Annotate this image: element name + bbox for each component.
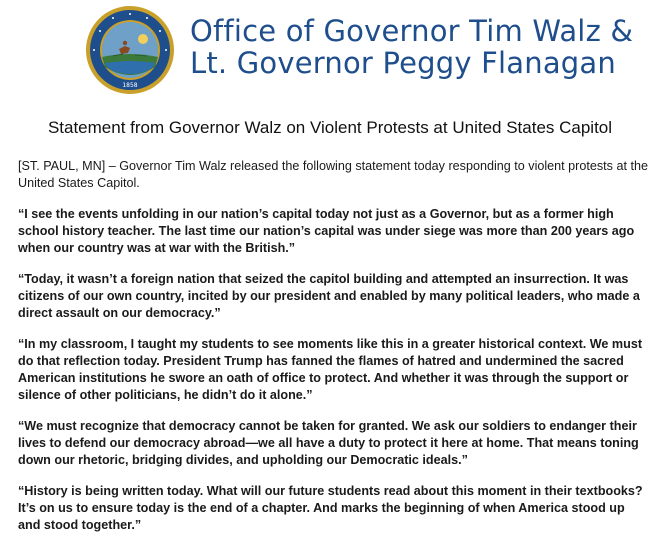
quote-paragraph-4: “We must recognize that democracy cannot be taken for granted. We ask our soldiers to endanger their lives to defend our democracy abroad—we all have a duty to protect it here at home. That means toning down our rhetoric, bridging divides, and upholding our Democratic ideals.” bbox=[18, 419, 639, 467]
quote-paragraph-2: “Today, it wasn’t a foreign nation that seized the capitol building and attempted an insurrection. It was citizens of our own country, incited by our president and enabled by many political leaders, who made a direct assault on our democracy.” bbox=[18, 272, 640, 320]
seal-year: 1858 bbox=[122, 82, 138, 89]
quote-paragraph-1: “I see the events unfolding in our nation’s capital today not just as a Governor, but as a former high school history teacher. The last time our nation’s capital was under siege was more than 200 years ago when our country was at war with the British.” bbox=[18, 207, 635, 255]
statement-title: Statement from Governor Walz on Violent Protests at United States Capitol bbox=[47, 118, 613, 137]
letterhead bbox=[0, 0, 660, 100]
quote-paragraph-3: “In my classroom, I taught my students to see moments like this in a greater historical context. We must do that reflection today. President Trump has fanned the flames of hatred and undermined the sacred American institutions he swore an oath of office to protect. And whether it was through the support or silence of other politicians, he didn’t do it alone.” bbox=[18, 337, 643, 402]
statement-body bbox=[18, 158, 648, 548]
office-title bbox=[190, 15, 633, 79]
state-seal-logo bbox=[85, 5, 175, 95]
office-title-line1: Office of Governor Tim Walz & bbox=[190, 14, 634, 48]
office-title-line2: Lt. Governor Peggy Flanagan bbox=[190, 46, 616, 80]
quote-paragraph-5: “History is being written today. What will our future students read about this moment in their textbooks? It’s on us to ensure today is the end of a chapter. And marks the beginning of when America stood up and stood together.” bbox=[18, 484, 643, 532]
intro-paragraph: [ST. PAUL, MN] – Governor Tim Walz released the following statement today responding to violent protests at the United States Capitol. bbox=[18, 159, 648, 190]
